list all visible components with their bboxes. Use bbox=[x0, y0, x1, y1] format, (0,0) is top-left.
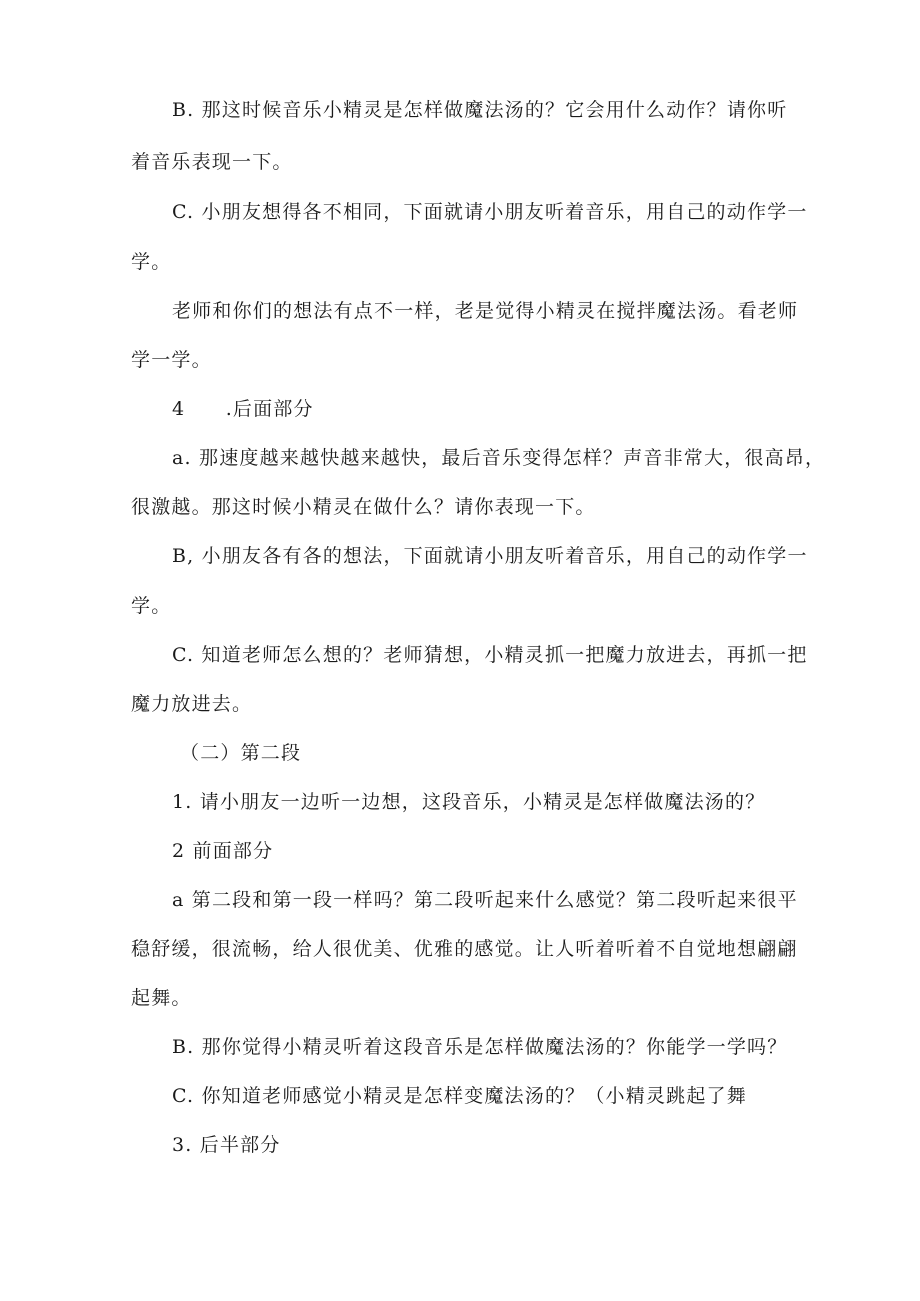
paragraph-continuation bbox=[131, 580, 171, 632]
text-line: 学一学。 bbox=[131, 349, 212, 371]
text-line: B. 那这时候音乐小精灵是怎样做魔法汤的？它会用什么动作？请你听 bbox=[172, 99, 788, 121]
text-line: C. 知道老师怎么想的？老师猜想，小精灵抓一把魔力放进去，再抓一把 bbox=[172, 644, 808, 666]
paragraph-continuation bbox=[131, 481, 596, 533]
paragraph-a-second-vs-first bbox=[172, 874, 798, 926]
text-line: （二）第二段 bbox=[180, 742, 302, 764]
section-heading-latter-half bbox=[172, 1119, 281, 1171]
text-line: 着音乐表现一下。 bbox=[131, 151, 293, 173]
paragraph-continuation bbox=[131, 972, 192, 1024]
paragraph-continuation bbox=[131, 923, 798, 975]
text-line: 1. 请小朋友一边听一边想，这段音乐，小精灵是怎样做魔法汤的？ bbox=[172, 791, 766, 813]
paragraph-continuation bbox=[131, 334, 212, 386]
text-line: a. 那速度越来越快越来越快，最后音乐变得怎样？声音非常大，很高昂， bbox=[172, 447, 826, 469]
paragraph-a-faster bbox=[172, 432, 825, 484]
paragraph-continuation bbox=[131, 678, 252, 730]
section-heading-front-part bbox=[172, 825, 273, 877]
text-line: 起舞。 bbox=[131, 987, 192, 1009]
text-line: 稳舒缓，很流畅，给人很优美、优雅的感觉。让人听着听着不自觉地想翩翩 bbox=[131, 938, 798, 960]
paragraph-c-teacher-feeling bbox=[172, 1070, 747, 1122]
section-heading-later-part bbox=[172, 383, 314, 435]
text-line: 3. 后半部分 bbox=[172, 1134, 281, 1156]
text-line: 2 前面部分 bbox=[172, 840, 274, 862]
section-heading-second-part bbox=[180, 727, 301, 779]
paragraph-b-how-make-soup bbox=[172, 1021, 787, 1073]
paragraph-c-teacher-guess bbox=[172, 629, 808, 681]
paragraph-continuation bbox=[131, 136, 293, 188]
paragraph-b-each-idea bbox=[172, 530, 808, 582]
paragraph-1-listen-think bbox=[172, 776, 765, 828]
text-line: B. 那你觉得小精灵听着这段音乐是怎样做魔法汤的？你能学一学吗？ bbox=[172, 1036, 788, 1058]
text-line: 老师和你们的想法有点不一样，老是觉得小精灵在搅拌魔法汤。看老师 bbox=[172, 300, 799, 322]
text-line: C. 小朋友想得各不相同，下面就请小朋友听着音乐，用自己的动作学一 bbox=[172, 201, 808, 223]
text-line: C. 你知道老师感觉小精灵是怎样变魔法汤的？（小精灵跳起了舞 bbox=[172, 1085, 747, 1107]
text-line: 学。 bbox=[131, 595, 172, 617]
paragraph-continuation bbox=[131, 236, 171, 288]
paragraph-c-children-different bbox=[172, 186, 808, 238]
text-line: 4 .后面部分 bbox=[172, 398, 314, 420]
text-line: B, 小朋友各有各的想法，下面就请小朋友听着音乐，用自己的动作学一 bbox=[172, 545, 808, 567]
text-line: 学。 bbox=[131, 251, 172, 273]
paragraph-b-question-magic-soup bbox=[172, 84, 787, 136]
paragraph-teacher-idea bbox=[172, 285, 798, 337]
text-line: 很激越。那这时候小精灵在做什么？请你表现一下。 bbox=[131, 496, 596, 518]
text-line: a 第二段和第一段一样吗？第二段听起来什么感觉？第二段听起来很平 bbox=[172, 889, 798, 911]
text-line: 魔力放进去。 bbox=[131, 693, 253, 715]
